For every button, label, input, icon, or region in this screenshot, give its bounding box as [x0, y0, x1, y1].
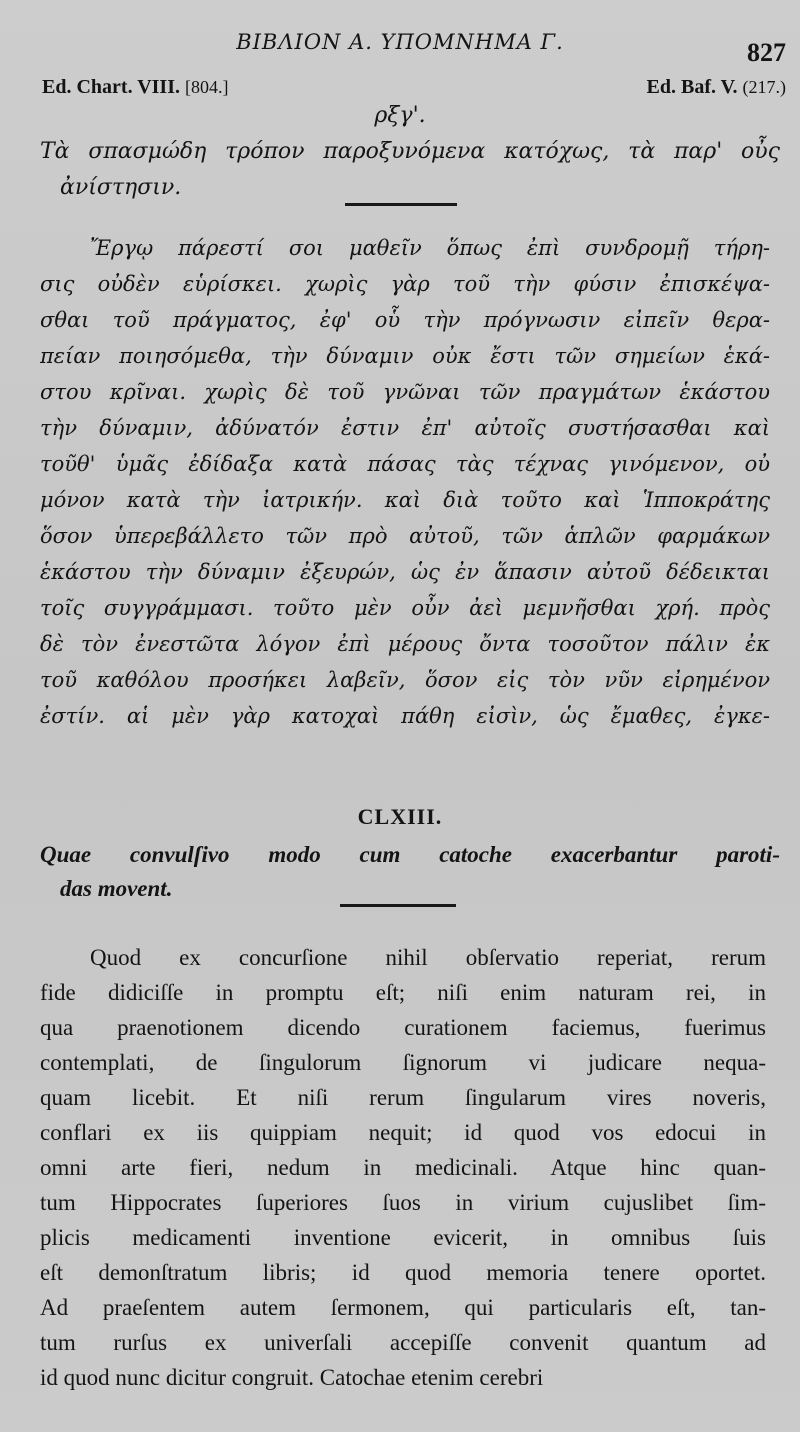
section-rule	[340, 904, 456, 907]
greek-body-line: τοῦθ' ὑμᾶς ἐδίδαξα κατὰ πάσας τὰς τέχνας γινόμενον, οὐ	[40, 452, 770, 476]
edition-basel-page: (217.)	[742, 77, 786, 97]
edition-chartier-label: Ed. Chart. VIII.	[42, 76, 180, 98]
latin-body-line: id quod nunc dicitur congruit. Catochae etenim cerebri	[40, 1365, 544, 1390]
greek-title-line: Τὰ σπασμώδη τρόπον παροξυνόμενα κατόχως, τὰ παρ' οὖς	[40, 139, 780, 164]
greek-section-number: ρξγ'.	[374, 103, 426, 128]
running-title: ΒΙΒΛΙΟΝ Α. ΥΠΟΜΝΗΜΑ Γ.	[236, 30, 564, 54]
latin-body-line: Quod ex concurſione nihil obſervatio reperiat, rerum	[90, 945, 766, 970]
greek-body-line: στου κρῖναι. χωρὶς δὲ τοῦ γνῶναι τῶν πραγμάτων ἑκάστου	[40, 380, 770, 404]
greek-body-text	[40, 230, 770, 734]
latin-body-line: contemplati, de ſingulorum ſignorum vi judicare nequa-	[40, 1050, 766, 1075]
greek-body-line: μόνον κατὰ τὴν ἰατρικήν. καὶ διὰ τοῦτο καὶ Ἱπποκράτης	[40, 488, 770, 512]
greek-body-line: πείαν ποιησόμεθα, τὴν δύναμιν οὐκ ἔστι τῶν σημείων ἑκά-	[40, 344, 770, 368]
greek-body-line: σθαι τοῦ πράγματος, ἐφ' οὗ τὴν πρόγνωσιν εἰπεῖν θερα-	[40, 308, 770, 332]
greek-body-line: τὴν δύναμιν, ἀδύνατόν ἐστιν ἐπ' αὐτοῖς συστήσασθαι καὶ	[40, 416, 770, 440]
greek-title-line: ἀνίστησιν.	[60, 175, 182, 200]
latin-title-line: Quae convulſivo modo cum catoche exacerbantur paroti-	[40, 842, 780, 867]
greek-body-line: σις οὐδὲν εὑρίσκει. χωρὶς γὰρ τοῦ τὴν φύσιν ἐπισκέψα-	[40, 272, 770, 296]
latin-body-line: tum Hippocrates ſuperiores ſuos in virium cujuslibet ſim-	[40, 1190, 766, 1215]
latin-title-line: das movent.	[60, 876, 173, 901]
latin-body-text	[40, 940, 766, 1395]
latin-body-line: tum rurſus ex univerſali accepiſſe convenit quantum ad	[40, 1330, 766, 1355]
edition-chartier-ref	[42, 76, 229, 99]
greek-body-line: ὅσον ὑπερεβάλλετο τῶν πρὸ αὐτοῦ, τῶν ἁπλῶν φαρμάκων	[40, 524, 770, 548]
latin-section-title	[40, 838, 780, 906]
edition-basel-ref	[647, 76, 786, 99]
latin-body-line: omni arte fieri, nedum in medicinali. Atque hinc quan-	[40, 1155, 766, 1180]
edition-chartier-page: [804.]	[185, 77, 229, 97]
edition-basel-label: Ed. Baf. V.	[646, 76, 738, 98]
latin-body-line: Ad praeſentem autem ſermonem, qui particularis eſt, tan-	[40, 1295, 766, 1320]
latin-section-number: CLXIII.	[357, 804, 443, 829]
latin-body-line: fide didiciſſe in promptu eſt; niſi enim naturam rei, in	[40, 980, 766, 1005]
latin-body-line: quam licebit. Et niſi rerum ſingularum vires noveris,	[40, 1085, 766, 1110]
greek-section-title	[40, 134, 780, 206]
greek-body-line: τοῖς συγγράμμασι. τοῦτο μὲν οὖν ἀεὶ μεμνῆσθαι χρή. πρὸς	[40, 596, 770, 620]
latin-body-line: conflari ex iis quippiam nequit; id quod vos edocui in	[40, 1120, 766, 1145]
latin-body-line: eſt demonſtratum libris; id quod memoria tenere oportet.	[40, 1260, 766, 1285]
latin-body-line: plicis medicamenti inventione evicerit, in omnibus ſuis	[40, 1225, 766, 1250]
greek-body-line: ἑκάστου τὴν δύναμιν ἐξευρών, ὡς ἐν ἅπασιν αὐτοῦ δέδεικται	[40, 560, 770, 584]
page-number: 827	[747, 38, 786, 67]
greek-body-line: τοῦ καθόλου προσήκει λαβεῖν, ὅσον εἰς τὸν νῦν εἰρημένον	[40, 668, 770, 692]
latin-body-line: qua praenotionem dicendo curationem faciemus, fuerimus	[40, 1015, 766, 1040]
section-rule	[345, 203, 457, 206]
greek-body-line: δὲ τὸν ἐνεστῶτα λόγον ἐπὶ μέρους ὄντα τοσοῦτον πάλιν ἐκ	[40, 632, 770, 656]
greek-body-line: Ἔργῳ πάρεστί σοι μαθεῖν ὅπως ἐπὶ συνδρομῇ τήρη-	[90, 236, 770, 260]
greek-body-line: ἐστίν. αἱ μὲν γὰρ κατοχαὶ πάθη εἰσὶν, ὡς ἔμαθες, ἐγκε-	[40, 704, 770, 728]
